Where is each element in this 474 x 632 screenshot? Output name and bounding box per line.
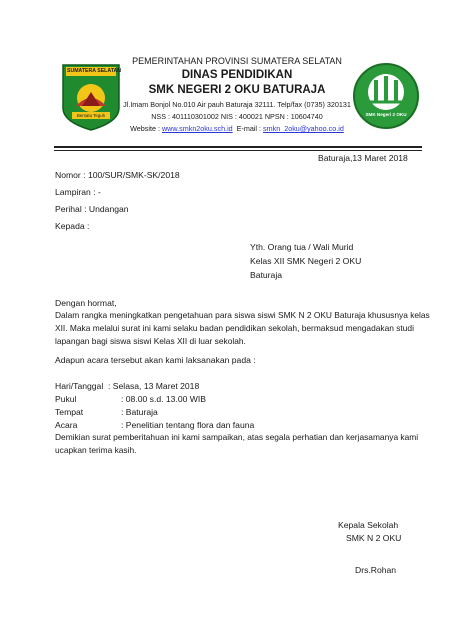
header-line2: DINAS PENDIDIKAN (181, 69, 293, 81)
paragraph-line: XII. Maka melalui surat ini kami selaku badan pendidikan sekolah, bermaksud mengadakan studi (55, 323, 414, 333)
header-address: Jl.Imam Bonjol No.010 Air pauh Baturaja 32111. Telp/fax (0735) 320131 (123, 100, 351, 109)
header-line3: SMK NEGERI 2 OKU BATURAJA (148, 84, 326, 96)
email-link[interactable]: smkn_2oku@yahoo.co.id (263, 124, 344, 133)
greeting: Dengan hormat, (55, 298, 117, 308)
closing-line: Demikian surat pemberitahuan ini kami sampaikan, atas segala perhatian dan kerjasamanya kami (55, 432, 419, 442)
header-nss: NSS : 401110301002 NIS : 400021 NPSN : 10604740 (151, 112, 323, 121)
paragraph-line: Dalam rangka meningkatkan pengetahuan para siswa siswi SMK N 2 OKU Baturaja khususnya kelas (55, 310, 430, 320)
agenda-event-label: Acara (55, 420, 78, 430)
place-date: Baturaja,13 Maret 2018 (318, 153, 408, 163)
recipient-line: Baturaja (250, 270, 283, 280)
header-line1: PEMERINTAHAN PROVINSI SUMATERA SELATAN (132, 56, 342, 66)
paragraph-line: lapangan bagi siswa siswi Kelas XII di luar sekolah. (55, 336, 246, 346)
agenda-time-value: : 08.00 s.d. 13.00 WIB (121, 394, 207, 404)
logo-right-text: SMK Negeri 2 OKU (365, 112, 407, 117)
lampiran: Lampiran : - (55, 187, 101, 197)
website-label: Website : (130, 124, 162, 133)
nomor: Nomor : 100/SUR/SMK-SK/2018 (55, 170, 180, 180)
website-link[interactable]: www.smkn2oku.sch.id (161, 124, 233, 133)
header-rule-thick (54, 146, 422, 148)
closing-line: ucapkan terima kasih. (55, 445, 137, 455)
agenda-day-label: Hari/Tanggal (55, 381, 104, 391)
logo-left-sub: Bersatu Teguh (76, 113, 106, 118)
sign-school: SMK N 2 OKU (346, 533, 402, 543)
agenda-place-value: : Baturaja (121, 407, 158, 417)
agenda-event-value: : Penelitian tentang flora dan fauna (121, 420, 255, 430)
recipient-line: Kelas XII SMK Negeri 2 OKU (250, 256, 362, 266)
sign-name: Drs.Rohan (355, 565, 397, 575)
email-label: E-mail : (232, 124, 264, 133)
kepada: Kepada : (55, 221, 90, 231)
recipient-line: Yth. Orang tua / Wali Murid (250, 242, 354, 252)
agenda-place-label: Tempat (55, 407, 84, 417)
agenda-intro: Adapun acara tersebut akan kami laksanakan pada : (55, 355, 256, 365)
agenda-time-label: Pukul (55, 394, 77, 404)
sign-title: Kepala Sekolah (338, 520, 399, 530)
header-rule-thin (54, 150, 422, 151)
agenda-day-value: : Selasa, 13 Maret 2018 (108, 381, 200, 391)
perihal: Perihal : Undangan (55, 204, 129, 214)
header-contact (0, 124, 474, 133)
logo-left-text: SUMATERA SELATAN (67, 68, 121, 74)
